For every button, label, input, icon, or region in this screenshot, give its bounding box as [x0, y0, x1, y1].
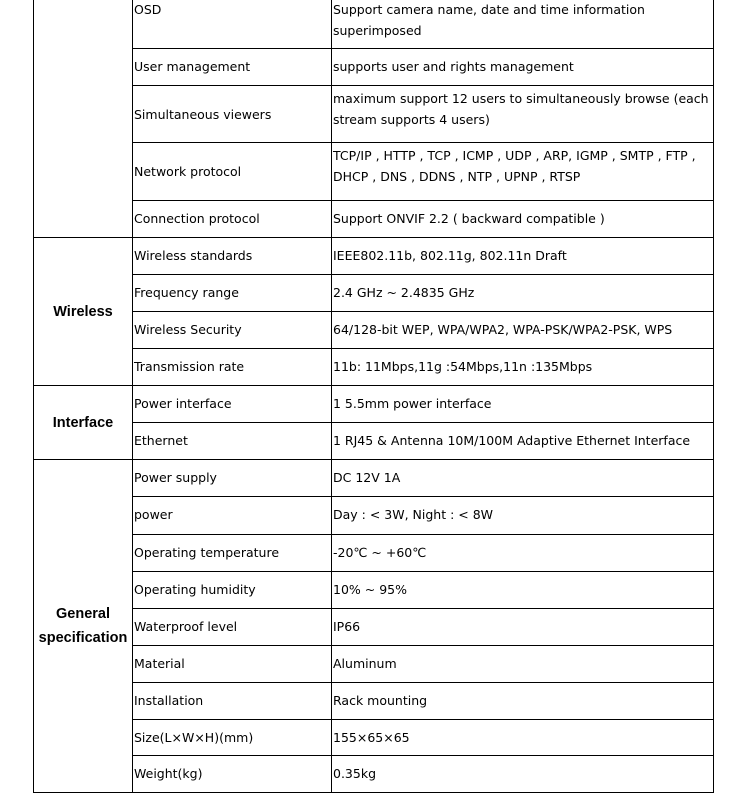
- param-value: IEEE802.11b, 802.11g, 802.11n Draft: [332, 238, 714, 275]
- group-title-line: General: [56, 606, 110, 622]
- table-row: [34, 49, 714, 86]
- table-row: [34, 646, 714, 683]
- table-row: [34, 683, 714, 720]
- table-row: [34, 238, 714, 275]
- param-value: Aluminum: [332, 646, 714, 683]
- param-value: Day : < 3W, Night : < 8W: [332, 497, 714, 535]
- table-row: [34, 275, 714, 312]
- param-label: Power interface: [133, 386, 332, 423]
- table-row: [34, 572, 714, 609]
- table-row: [34, 386, 714, 423]
- param-label: Network protocol: [133, 143, 332, 201]
- table-row: [34, 143, 714, 201]
- param-value: 1 5.5mm power interface: [332, 386, 714, 423]
- table-row: [34, 497, 714, 535]
- param-label: Waterproof level: [133, 609, 332, 646]
- table-row: [34, 423, 714, 460]
- param-label: Material: [133, 646, 332, 683]
- spec-table: [33, 0, 714, 793]
- param-label: Installation: [133, 683, 332, 720]
- group-cell-network: [34, 0, 133, 238]
- param-label: Size(L×W×H)(mm): [133, 720, 332, 756]
- param-value: IP66: [332, 609, 714, 646]
- param-value: Support camera name, date and time information superimposed: [332, 0, 714, 49]
- param-label: Frequency range: [133, 275, 332, 312]
- param-label: Operating temperature: [133, 535, 332, 572]
- table-row: [34, 86, 714, 143]
- param-value: 10% ~ 95%: [332, 572, 714, 609]
- param-value: 155×65×65: [332, 720, 714, 756]
- table-row: [34, 756, 714, 793]
- param-label: Transmission rate: [133, 349, 332, 386]
- param-value: Rack mounting: [332, 683, 714, 720]
- table-row: [34, 349, 714, 386]
- param-label: OSD: [133, 0, 332, 49]
- param-label: Wireless Security: [133, 312, 332, 349]
- param-label: Ethernet: [133, 423, 332, 460]
- param-value: 0.35kg: [332, 756, 714, 793]
- param-value: 2.4 GHz ~ 2.4835 GHz: [332, 275, 714, 312]
- param-value: maximum support 12 users to simultaneously browse (each stream supports 4 users): [332, 86, 714, 143]
- param-label: Operating humidity: [133, 572, 332, 609]
- group-title-wireless: Wireless: [34, 238, 133, 386]
- table-row: [34, 201, 714, 238]
- param-label: User management: [133, 49, 332, 86]
- param-label: Weight(kg): [133, 756, 332, 793]
- param-value: -20℃ ~ +60℃: [332, 535, 714, 572]
- param-value: Support ONVIF 2.2 ( backward compatible ): [332, 201, 714, 238]
- param-label: Wireless standards: [133, 238, 332, 275]
- table-row: [34, 312, 714, 349]
- table-row: [34, 609, 714, 646]
- table-row: [34, 0, 714, 49]
- table-row: [34, 460, 714, 497]
- param-label: power: [133, 497, 332, 535]
- param-value: 1 RJ45 & Antenna 10M/100M Adaptive Ethernet Interface: [332, 423, 714, 460]
- param-value: 11b: 11Mbps,11g :54Mbps,11n :135Mbps: [332, 349, 714, 386]
- param-value: 64/128-bit WEP, WPA/WPA2, WPA-PSK/WPA2-PSK, WPS: [332, 312, 714, 349]
- group-title-interface: Interface: [34, 386, 133, 460]
- param-label: Simultaneous viewers: [133, 86, 332, 143]
- group-title-general: [34, 460, 133, 793]
- group-title-line: specification: [38, 630, 128, 646]
- param-label: Power supply: [133, 460, 332, 497]
- param-label: Connection protocol: [133, 201, 332, 238]
- param-value: supports user and rights management: [332, 49, 714, 86]
- table-row: [34, 720, 714, 756]
- table-row: [34, 535, 714, 572]
- param-value: DC 12V 1A: [332, 460, 714, 497]
- param-value: TCP/IP , HTTP , TCP , ICMP , UDP , ARP, IGMP , SMTP , FTP , DHCP , DNS , DDNS , NTP , UPNP , RTSP: [332, 143, 714, 201]
